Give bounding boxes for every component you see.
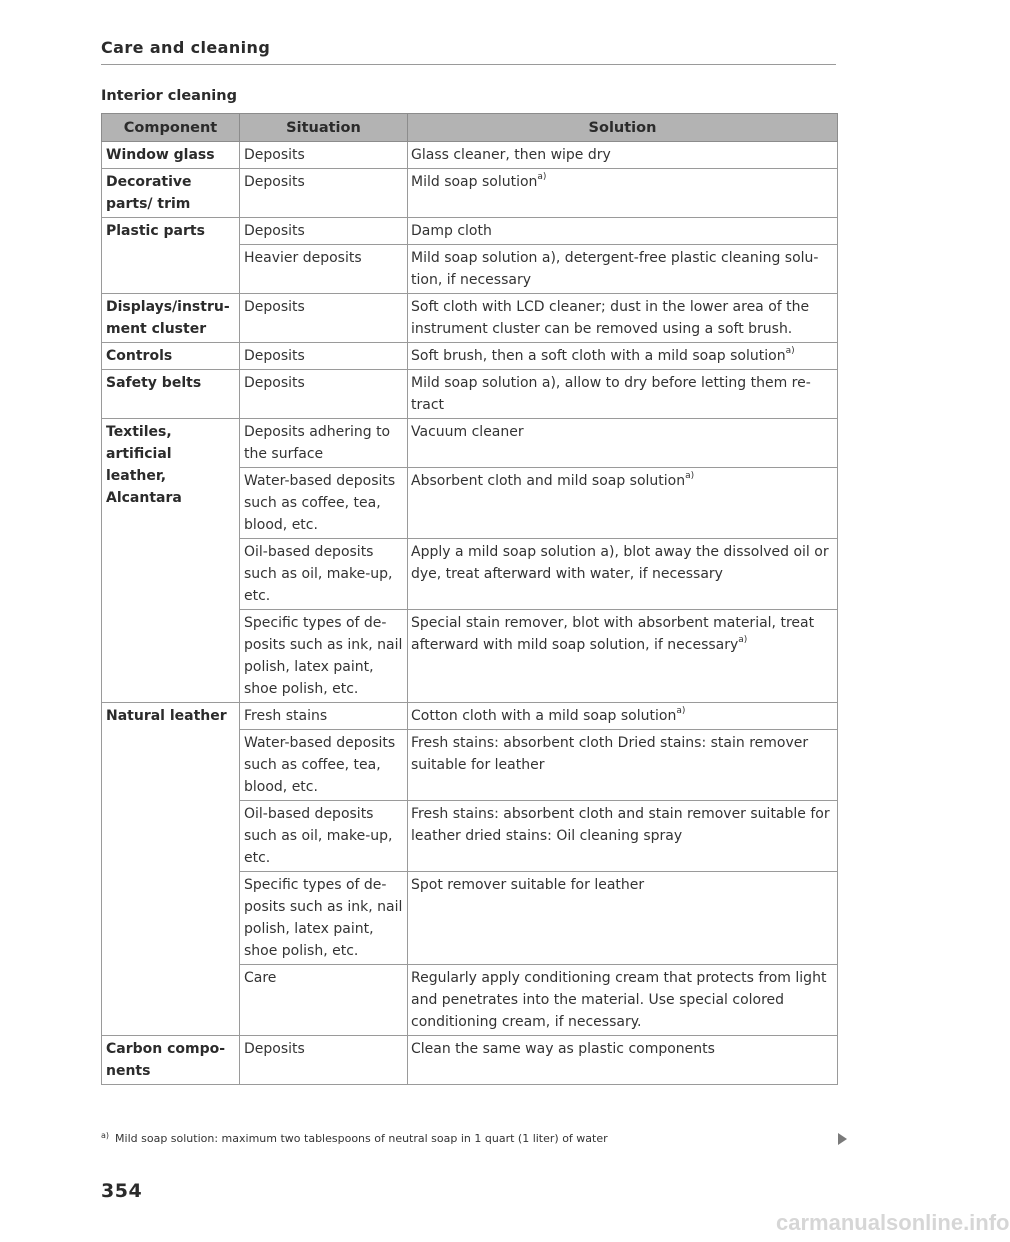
column-header-situation: Situation [240,114,408,142]
solution-cell [408,419,838,468]
solution-cell [408,294,838,343]
solution-cell [408,703,838,730]
footnote [101,1131,608,1145]
solution-text: Absorbent cloth and mild soap solution [411,473,686,489]
table-body [102,142,838,1085]
component-cell: Safety belts [102,370,240,419]
solution-text: Apply a mild soap solution a), blot away the dissolved oil or dye, treat afterward with water, if necessary [411,544,829,582]
next-page-arrow-icon [838,1133,847,1145]
solution-cell [408,169,838,218]
table-header-row [102,114,838,142]
solution-text: Glass cleaner, then wipe dry [411,147,611,163]
solution-text: Fresh stains: absorbent cloth and stain remover suitable for leather dried stains: Oil cleaning spray [411,806,830,844]
situation-cell: Specific types of de-posits such as ink, nail polish, latex paint, shoe polish, etc. [240,610,408,703]
situation-cell: Fresh stains [240,703,408,730]
table-row [102,218,838,245]
situation-cell: Oil-based deposits such as oil, make-up, etc. [240,539,408,610]
table-row [102,294,838,343]
table-row [102,419,838,468]
solution-cell [408,610,838,703]
situation-cell: Deposits adhering to the surface [240,419,408,468]
solution-text: Regularly apply conditioning cream that protects from light and penetrates into the material. Use special colored conditioning cream, if necessary. [411,970,827,1030]
component-cell: Plastic parts [102,218,240,294]
situation-cell: Care [240,965,408,1036]
situation-cell: Water-based deposits such as coffee, tea, blood, etc. [240,730,408,801]
component-cell: Natural leather [102,703,240,1036]
component-cell: Decorative parts/ trim [102,169,240,218]
solution-text: Soft brush, then a soft cloth with a mild soap solution [411,348,786,364]
solution-cell [408,801,838,872]
situation-cell: Deposits [240,1036,408,1085]
solution-text: Fresh stains: absorbent cloth Dried stains: stain remover suitable for leather [411,735,809,773]
solution-text: Damp cloth [411,223,492,239]
column-header-component: Component [102,114,240,142]
solution-text: Cotton cloth with a mild soap solution [411,708,677,724]
situation-cell: Deposits [240,169,408,218]
footnote-reference: a) [676,706,686,717]
header-rule [101,64,836,65]
situation-cell: Water-based deposits such as coffee, tea, blood, etc. [240,468,408,539]
solution-cell [408,218,838,245]
solution-cell [408,730,838,801]
solution-text: Mild soap solution a), detergent-free plastic cleaning solu-tion, if necessary [411,250,819,288]
situation-cell: Deposits [240,343,408,370]
situation-cell: Deposits [240,218,408,245]
solution-cell [408,245,838,294]
table-row [102,370,838,419]
situation-cell: Heavier deposits [240,245,408,294]
footnote-reference: a) [537,172,547,183]
solution-text: Mild soap solution [411,174,538,190]
table-row [102,703,838,730]
solution-cell [408,142,838,169]
footnote-marker: a) [101,1131,110,1140]
component-cell: Textiles, artificial leather, Alcantara [102,419,240,703]
situation-cell: Specific types of de-posits such as ink, nail polish, latex paint, shoe polish, etc. [240,872,408,965]
table-row [102,343,838,370]
solution-cell [408,343,838,370]
solution-text: Clean the same way as plastic components [411,1041,715,1057]
component-cell: Controls [102,343,240,370]
section-title: Care and cleaning [101,38,271,57]
solution-text: Special stain remover, blot with absorbent material, treat afterward with mild soap solution, if necessary [411,615,815,653]
solution-cell [408,370,838,419]
column-header-solution: Solution [408,114,838,142]
situation-cell: Deposits [240,142,408,169]
solution-cell [408,965,838,1036]
situation-cell: Oil-based deposits such as oil, make-up, etc. [240,801,408,872]
component-cell: Displays/instru-ment cluster [102,294,240,343]
solution-cell [408,468,838,539]
footnote-text: Mild soap solution: maximum two tablespoons of neutral soap in 1 quart (1 liter) of water [115,1132,608,1145]
solution-cell [408,1036,838,1085]
solution-text: Soft cloth with LCD cleaner; dust in the lower area of the instrument cluster can be removed using a soft brush. [411,299,810,337]
watermark: carmanualsonline.info [776,1210,1010,1235]
footnote-reference: a) [785,346,795,357]
footnote-reference: a) [685,471,695,482]
table-row [102,142,838,169]
situation-cell: Deposits [240,370,408,419]
solution-cell [408,539,838,610]
subsection-title: Interior cleaning [101,88,237,104]
solution-text: Mild soap solution a), allow to dry before letting them re-tract [411,375,811,413]
solution-text: Spot remover suitable for leather [411,877,645,893]
table-row [102,169,838,218]
solution-cell [408,872,838,965]
component-cell: Window glass [102,142,240,169]
table-row [102,1036,838,1085]
component-cell: Carbon compo-nents [102,1036,240,1085]
cleaning-table [101,113,838,1085]
situation-cell: Deposits [240,294,408,343]
page-number: 354 [101,1180,143,1202]
footnote-reference: a) [738,635,748,646]
solution-text: Vacuum cleaner [411,424,524,440]
